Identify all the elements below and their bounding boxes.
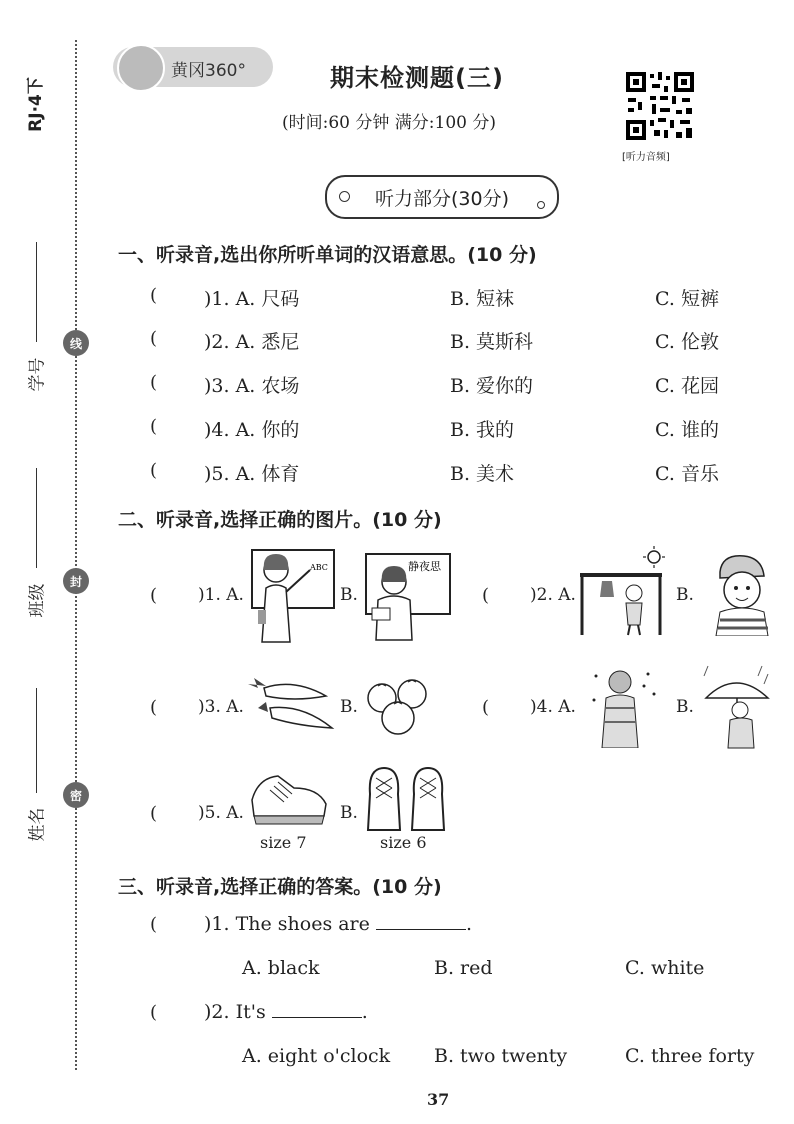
answer-paren: (	[150, 585, 158, 606]
logo-badge-icon	[117, 44, 165, 92]
board-text-poem: 静夜思	[408, 560, 441, 573]
listening-section-badge	[325, 175, 559, 219]
s1-item4-c: C. 谁的	[655, 419, 719, 441]
s3-q1-text: )1. The shoes are	[204, 913, 370, 935]
carrots-image	[244, 674, 336, 734]
s1-item4-a: )4. A. 你的	[204, 419, 300, 441]
s1-item2-a: )2. A. 悉尼	[204, 331, 300, 353]
s2-item5-b: B.	[340, 803, 358, 823]
student-no-blank[interactable]	[36, 242, 37, 342]
s1-item5-a: )5. A. 体育	[204, 463, 300, 485]
s1-item2-c: C. 伦敦	[655, 331, 719, 353]
s3-q1-option-a: A. black	[242, 957, 320, 979]
board-text-abc: ABC	[310, 563, 328, 572]
s1-item3-c: C. 花园	[655, 375, 719, 397]
size-label-b: size 6	[380, 833, 427, 852]
s2-item3-a: )3. A.	[198, 697, 244, 717]
s2-item2-a: )2. A.	[530, 585, 576, 605]
class-blank[interactable]	[36, 468, 37, 568]
s2-item5-a: )5. A.	[198, 803, 244, 823]
section3-heading: 三、听录音,选择正确的答案。(10 分)	[118, 876, 442, 898]
s1-item1-c: C. 短裤	[655, 288, 719, 310]
section2-heading: 二、听录音,选择正确的图片。(10 分)	[118, 509, 442, 531]
time-score-info: (时间:60 分钟 满分:100 分)	[282, 113, 497, 133]
s3-q2-option-b: B. two twenty	[434, 1045, 568, 1067]
circle-decor-icon	[537, 201, 545, 209]
s1-item4-b: B. 我的	[450, 419, 515, 441]
answer-paren: (	[482, 585, 490, 606]
size-label-a: size 7	[260, 833, 307, 852]
s1-item1-a: )1. A. 尺码	[204, 288, 300, 310]
seal-mark-secret: 密	[63, 782, 89, 808]
tomatoes-image	[366, 676, 432, 736]
s2-item3-b: B.	[340, 697, 358, 717]
s1-item5-b: B. 美术	[450, 463, 515, 485]
s2-item4-a: )4. A.	[530, 697, 576, 717]
qr-caption: [听力音频]	[622, 152, 670, 163]
answer-paren: (	[150, 285, 158, 306]
s2-item1-a: )1. A.	[198, 585, 244, 605]
s3-q2-option-a: A. eight o'clock	[242, 1045, 391, 1067]
answer-paren: (	[150, 914, 158, 935]
answer-paren: (	[150, 460, 158, 481]
sneakers-image	[248, 768, 330, 828]
answer-paren: (	[150, 416, 158, 437]
binding-line	[75, 40, 77, 1070]
circle-decor-icon	[339, 191, 350, 202]
s1-item2-b: B. 莫斯科	[450, 331, 534, 353]
teacher-chinese-image	[358, 552, 452, 642]
logo-text: 黄冈360°	[171, 61, 246, 81]
answer-paren: (	[150, 372, 158, 393]
s1-item3-a: )3. A. 农场	[204, 375, 300, 397]
teacher-english-image	[244, 548, 336, 644]
section1-heading: 一、听录音,选出你所听单词的汉语意思。(10 分)	[118, 244, 537, 266]
umbrella-rain-image	[702, 664, 772, 750]
name-blank[interactable]	[36, 688, 37, 793]
s3-q2-blank[interactable]	[272, 1001, 362, 1018]
listening-section-label: 听力部分(30分)	[374, 187, 509, 210]
answer-paren: (	[482, 697, 490, 718]
s2-item2-b: B.	[676, 585, 694, 605]
s3-q2-option-c: C. three forty	[625, 1045, 755, 1067]
page-title: 期末检测题(三)	[330, 64, 504, 92]
seal-mark-line: 线	[63, 330, 89, 356]
page-number: 37	[427, 1090, 450, 1109]
s1-item3-b: B. 爱你的	[450, 375, 534, 397]
grade-code: RJ·4下	[25, 77, 46, 132]
snowy-person-image	[588, 664, 662, 748]
s3-q2-stem	[204, 1001, 368, 1023]
class-label: 班级	[27, 583, 48, 618]
s3-q1-option-c: C. white	[625, 957, 705, 979]
s1-item5-c: C. 音乐	[655, 463, 719, 485]
brand-logo	[113, 47, 273, 87]
s3-q1-stem	[204, 913, 472, 935]
answer-paren: (	[150, 328, 158, 349]
s3-q2-period: .	[361, 1001, 368, 1023]
qr-code-icon[interactable]	[624, 70, 696, 142]
name-label: 姓名	[27, 807, 48, 842]
s2-item1-b: B.	[340, 585, 358, 605]
answer-paren: (	[150, 697, 158, 718]
s3-q1-blank[interactable]	[376, 913, 466, 930]
clothes-line-image	[576, 545, 668, 637]
seal-mark-seal: 封	[63, 568, 89, 594]
answer-paren: (	[150, 803, 158, 824]
s1-item1-b: B. 短袜	[450, 288, 515, 310]
s3-q1-option-b: B. red	[434, 957, 493, 979]
boy-with-cap-image	[706, 550, 772, 636]
s2-item4-b: B.	[676, 697, 694, 717]
shoes-top-view-image	[364, 764, 450, 834]
s3-q2-text: )2. It's	[204, 1001, 266, 1023]
answer-paren: (	[150, 1002, 158, 1023]
student-no-label: 学号	[27, 357, 48, 392]
s3-q1-period: .	[465, 913, 472, 935]
